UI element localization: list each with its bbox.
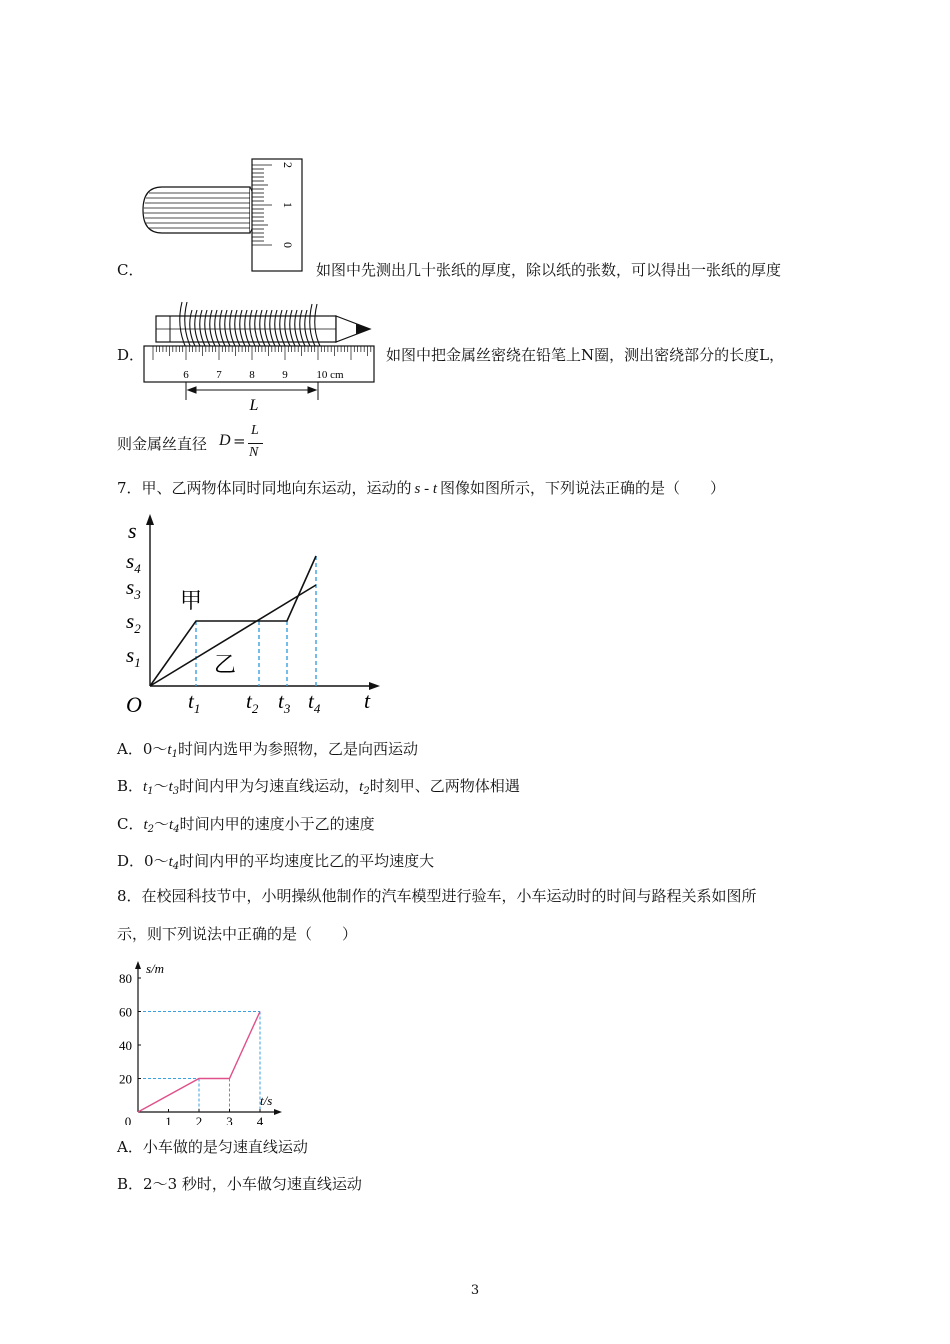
option-letter: D． <box>117 852 145 870</box>
q7-y-tick-labels <box>126 549 141 670</box>
q7-stem: 7．甲、乙两物体同时同地向东运动，运动的 s - t 图像如图所示，下列说法正确的是（ ） <box>117 479 726 497</box>
q7-option-b[interactable] <box>117 775 520 803</box>
option-range-sep: ～ <box>154 815 170 833</box>
option-text: 时间内甲为匀速直线运动， <box>179 777 360 795</box>
option-sub: 1 <box>147 786 154 797</box>
q7-x-tick-2: $t_2$ <box>246 689 259 716</box>
option-d <box>117 344 144 366</box>
ruler-label-10cm: 10 cm <box>316 369 344 381</box>
ruler-tick-0: 0 <box>281 242 295 248</box>
q7-option-c[interactable] <box>117 813 375 841</box>
q8-option-a[interactable] <box>117 1136 308 1158</box>
pencil-coil-ruler-figure <box>140 296 380 416</box>
ruler-tick-2: 2 <box>281 162 295 168</box>
q8-y-tick-20: 20 <box>119 1071 132 1087</box>
formula-denominator: N <box>249 445 259 460</box>
option-sub: 2 <box>363 786 370 797</box>
option-sub: 1 <box>171 749 178 760</box>
option-var: t <box>359 779 364 795</box>
q8-option-b[interactable] <box>117 1173 362 1195</box>
q7-st-graph <box>118 512 390 722</box>
option-prefix: 0～ <box>144 852 169 870</box>
q8-x-tick-1: 1 <box>165 1114 172 1125</box>
ruler-label-8: 8 <box>249 369 255 381</box>
q7-x-tick-4: $t_4$ <box>308 689 321 716</box>
q7-y-tick-4: $s_4$ <box>126 549 141 576</box>
q8-y-arrow <box>135 961 141 969</box>
formula-numerator: L <box>251 423 259 438</box>
q7-x-tick-labels <box>188 689 321 716</box>
option-letter: C． <box>117 815 144 833</box>
option-sub: 3 <box>172 786 180 797</box>
option-var: t <box>168 854 173 870</box>
option-text: 2～3 秒时，小车做匀速直线运动 <box>143 1175 362 1193</box>
q7-y-tick-2: $s_2$ <box>126 609 141 636</box>
option-var: t <box>143 817 148 833</box>
vertical-ruler <box>252 159 302 271</box>
option-d-text: 如图中把金属丝密绕在铅笔上N圈，测出密绕部分的长度L， <box>386 346 785 364</box>
formula-prefix: 则金属丝直径 <box>117 435 208 453</box>
option-text: 时间内甲的速度小于乙的速度 <box>179 815 375 833</box>
q8-x-tick-3: 3 <box>226 1114 233 1125</box>
option-var: t <box>143 779 148 795</box>
q8-y-tick-80: 80 <box>119 971 132 986</box>
option-sub: 4 <box>172 861 180 872</box>
option-text: 时刻甲、乙两物体相遇 <box>369 777 520 795</box>
q8-y-axis-label: s/m <box>146 961 165 976</box>
q8-chart <box>110 955 290 1125</box>
formula-bar <box>248 443 263 444</box>
pencil-illustration <box>156 316 370 342</box>
option-d-letter: D． <box>117 346 145 364</box>
q8-x-tick-0: 0 <box>124 1114 132 1125</box>
page-number: 3 <box>470 1283 480 1298</box>
option-letter: B． <box>117 1175 144 1193</box>
formula-equals: = <box>233 432 246 450</box>
option-text: 时间内选甲为参照物，乙是向西运动 <box>177 740 418 758</box>
option-text: 时间内甲的平均速度比乙的平均速度大 <box>179 852 435 870</box>
q7-y-arrow <box>146 514 154 525</box>
option-var: t <box>167 742 172 758</box>
q7-stem-var: s - t <box>414 481 438 497</box>
q7-x-tick-3: $t_3$ <box>278 689 291 716</box>
formula-lhs: D <box>219 432 231 449</box>
q7-y-axis-label: s <box>128 518 137 543</box>
paper-stack-illustration <box>143 187 256 233</box>
ruler-label-9: 9 <box>282 369 288 381</box>
length-label: L <box>249 397 259 414</box>
q7-x-axis-label: t <box>364 688 371 713</box>
q7-option-d[interactable] <box>117 850 434 878</box>
q7-y-tick-1: $s_1$ <box>126 643 141 670</box>
q8-series-line <box>138 1012 260 1113</box>
q8-y-tick-40: 40 <box>119 1038 132 1053</box>
option-c-text: 如图中先测出几十张纸的厚度，除以纸的张数，可以得出一张纸的厚度 <box>316 261 782 279</box>
q8-stem-line1: 8．在校园科技节中，小明操纵他制作的汽车模型进行验车，小车运动时的时间与路程关系如图所 <box>117 887 757 905</box>
option-c <box>117 259 143 281</box>
ruler-label-7: 7 <box>216 369 222 381</box>
option-sub: 2 <box>147 824 155 835</box>
option-c-letter: C． <box>117 261 144 279</box>
stack-of-papers-figure <box>140 155 310 280</box>
q7-y-tick-3: $s_3$ <box>126 575 141 602</box>
q7-x-tick-1: $t_1$ <box>188 689 201 716</box>
option-letter: A． <box>117 740 143 758</box>
option-var: t <box>168 779 173 795</box>
option-text: 小车做的是匀速直线运动 <box>142 1138 308 1156</box>
option-range-sep: ～ <box>153 777 169 795</box>
option-var: t <box>169 817 174 833</box>
q7-option-a[interactable] <box>117 738 418 766</box>
option-letter: B． <box>117 777 144 795</box>
option-letter: A． <box>117 1138 143 1156</box>
ruler-label-6: 6 <box>183 369 189 381</box>
option-sub: 4 <box>173 824 180 835</box>
q8-x-tick-2: 2 <box>195 1114 203 1125</box>
horizontal-ruler <box>144 346 374 382</box>
q7-x-arrow <box>369 682 380 690</box>
ruler-tick-1: 1 <box>281 202 295 208</box>
q8-stem-line2: 示，则下列说法中正确的是（ ） <box>117 925 358 943</box>
option-prefix: 0～ <box>142 740 168 758</box>
q8-axes <box>138 967 276 1112</box>
q7-label-jia: 甲 <box>180 589 203 614</box>
q7-label-yi: 乙 <box>214 653 237 678</box>
q8-y-tick-60: 60 <box>119 1004 132 1020</box>
q8-x-axis-label: t/s <box>260 1093 273 1108</box>
q8-x-tick-4: 4 <box>256 1114 264 1125</box>
q8-x-arrow <box>274 1109 282 1115</box>
q7-origin-label: O <box>126 692 142 717</box>
